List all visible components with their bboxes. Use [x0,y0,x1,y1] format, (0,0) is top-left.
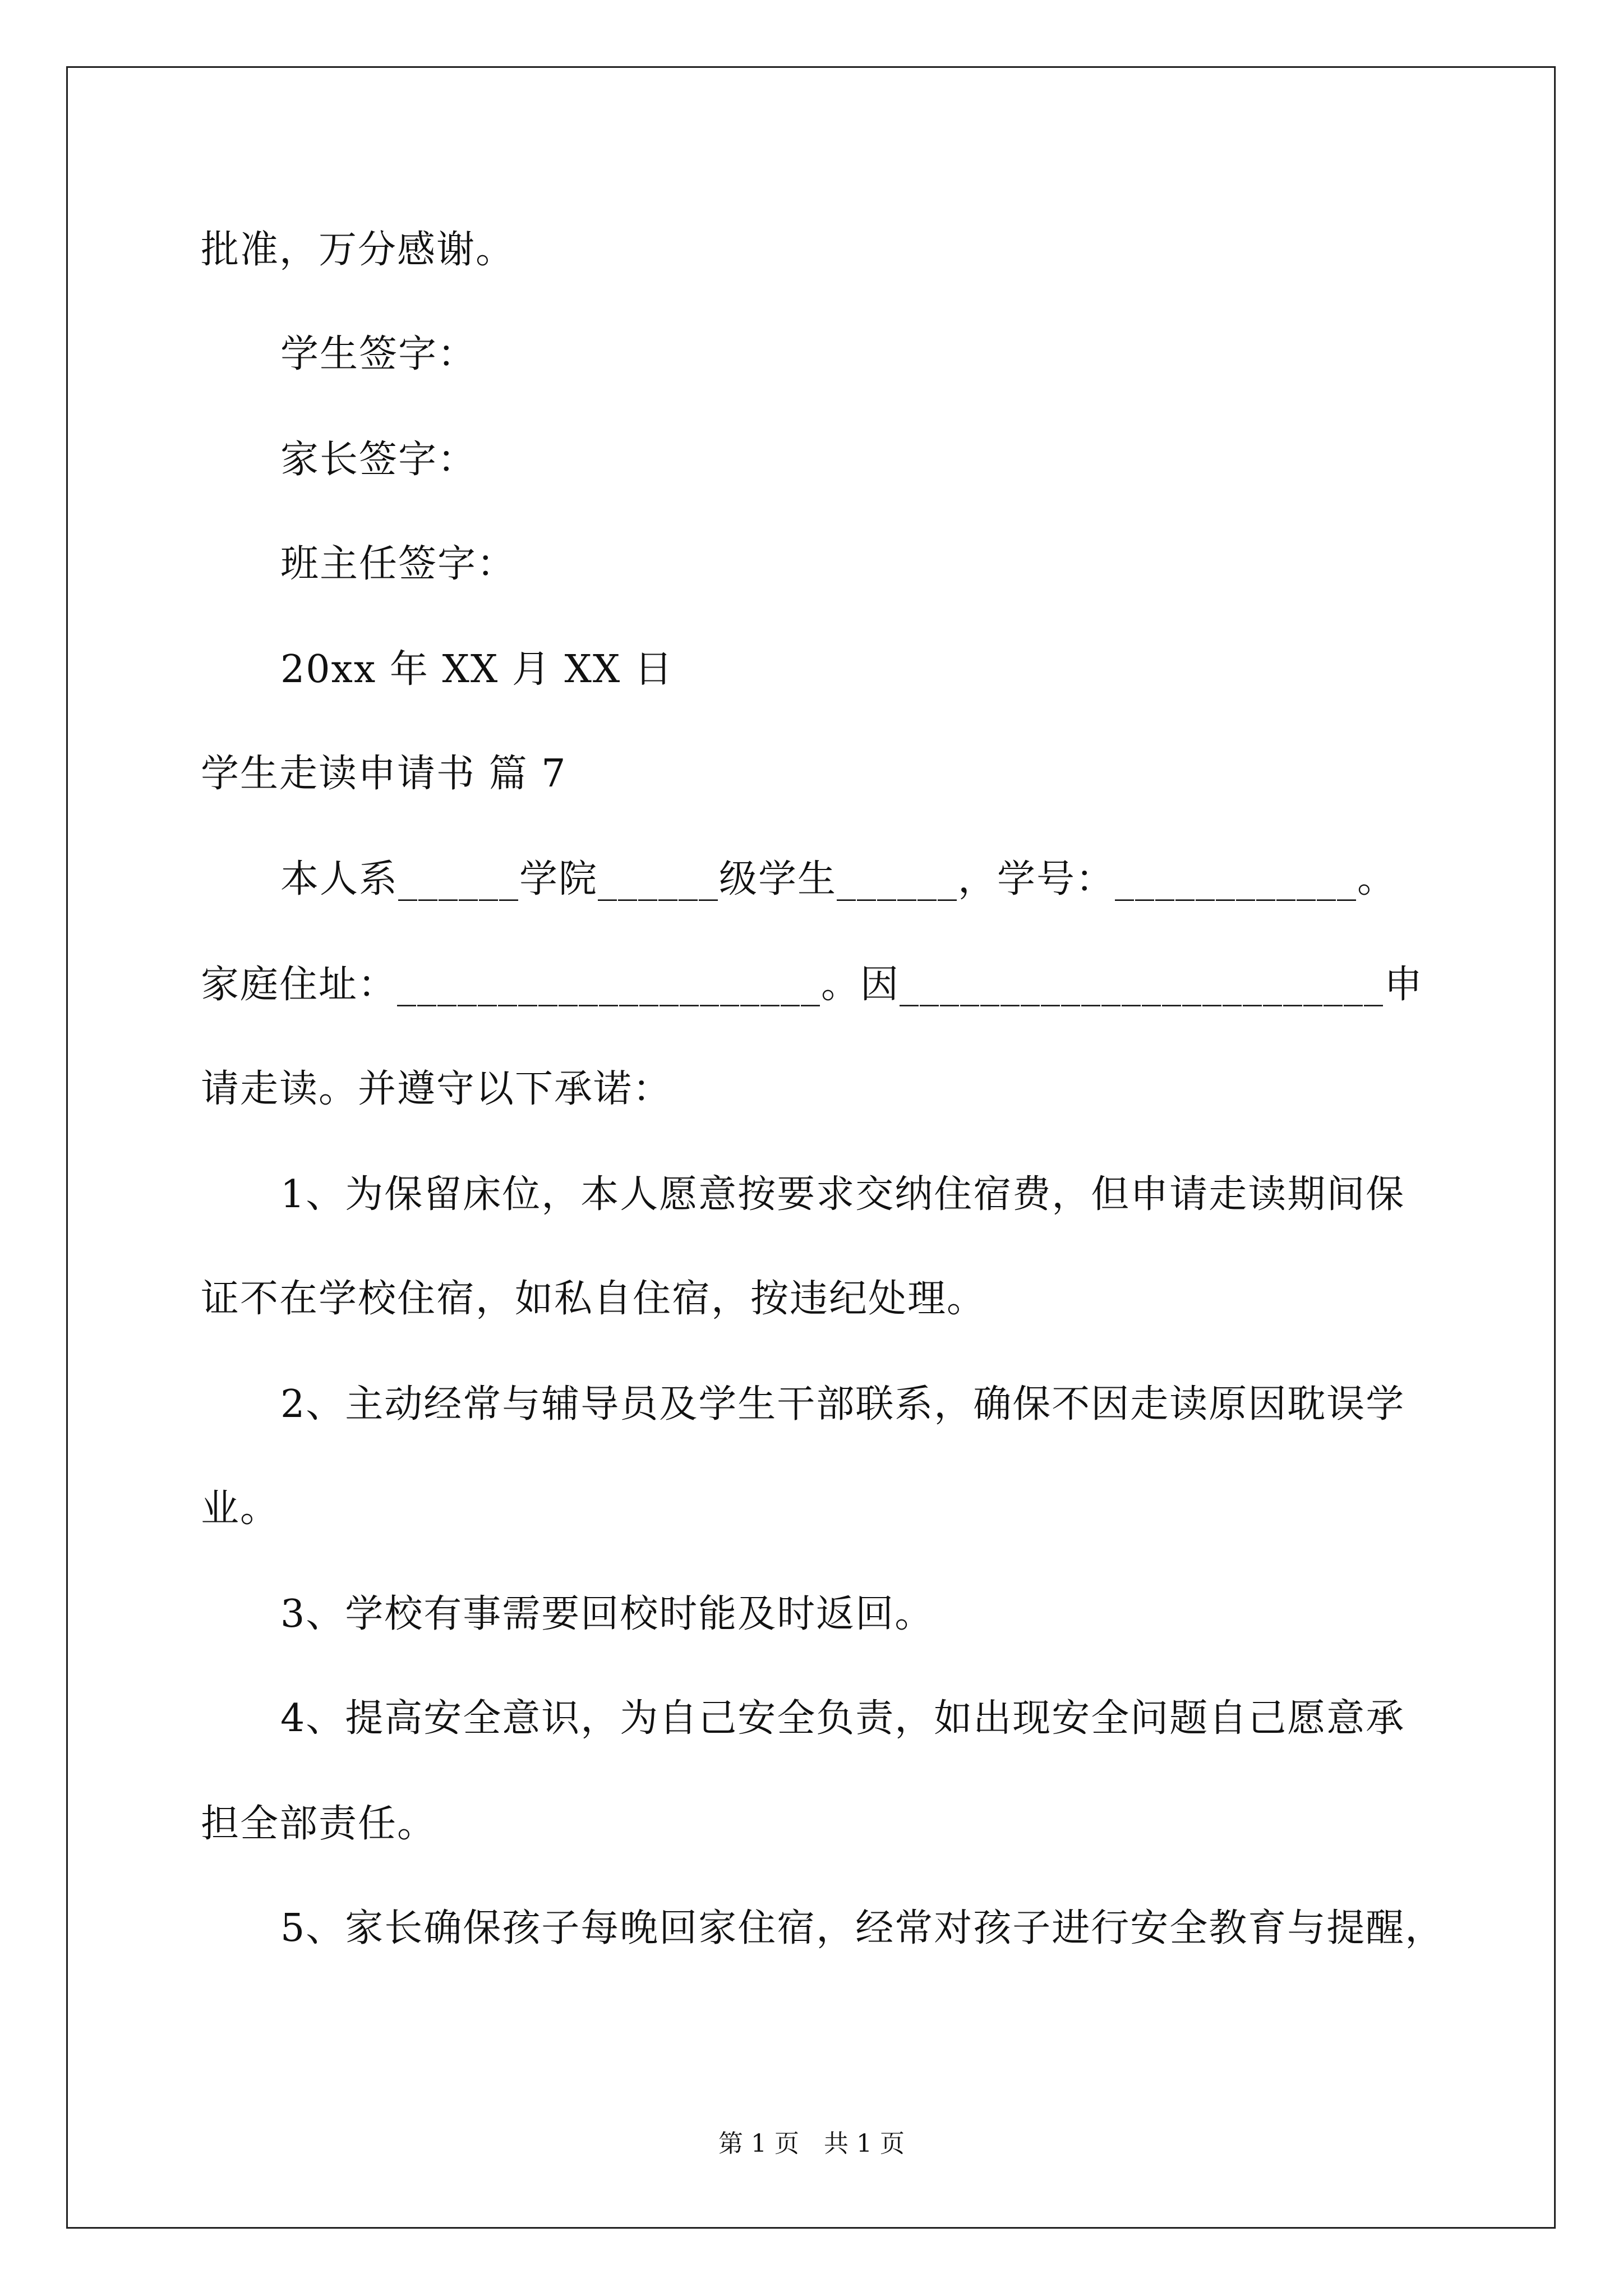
commitment-4-line-1: 4、提高安全意识，为自己安全负责，如出现安全问题自己愿意承 [280,1696,1405,1741]
text-line-address: 家庭住址：_____________________。因________________________申 [201,963,1424,1007]
parent-signature-line: 家长签字： [280,438,477,482]
commitment-4-line-2: 担全部责任。 [201,1802,437,1846]
page-border [66,66,1556,2229]
commitment-3-line: 3、学校有事需要回校时能及时返回。 [280,1592,934,1636]
commitment-5-line-1: 5、家长确保孩子每晚回家住宿，经常对孩子进行安全教育与提醒， [280,1906,1445,1950]
commitment-1-line-2: 证不在学校住宿，如私自住宿，按违纪处理。 [201,1277,986,1321]
student-signature-line: 学生签字： [280,332,477,376]
commitment-2-line-1: 2、主动经常与辅导员及学生干部联系，确保不因走读原因耽误学 [280,1382,1405,1427]
text-line-approval: 批准，万分感谢。 [201,228,515,272]
commitment-1-line-1: 1、为保留床位，本人愿意按要求交纳住宿费，但申请走读期间保 [280,1172,1405,1217]
text-line-student-info: 本人系______学院______级学生______，学号：____________。 [280,857,1397,901]
commitment-2-line-2: 业。 [201,1487,280,1531]
teacher-signature-line: 班主任签字： [280,542,517,586]
date-line: 20xx 年 XX 月 XX 日 [280,647,674,692]
page-footer: 第 1 页 共 1 页 [718,2129,905,2158]
section-title: 学生走读申请书 篇 7 [201,752,567,796]
text-line-request: 请走读。并遵守以下承诺： [201,1067,672,1111]
